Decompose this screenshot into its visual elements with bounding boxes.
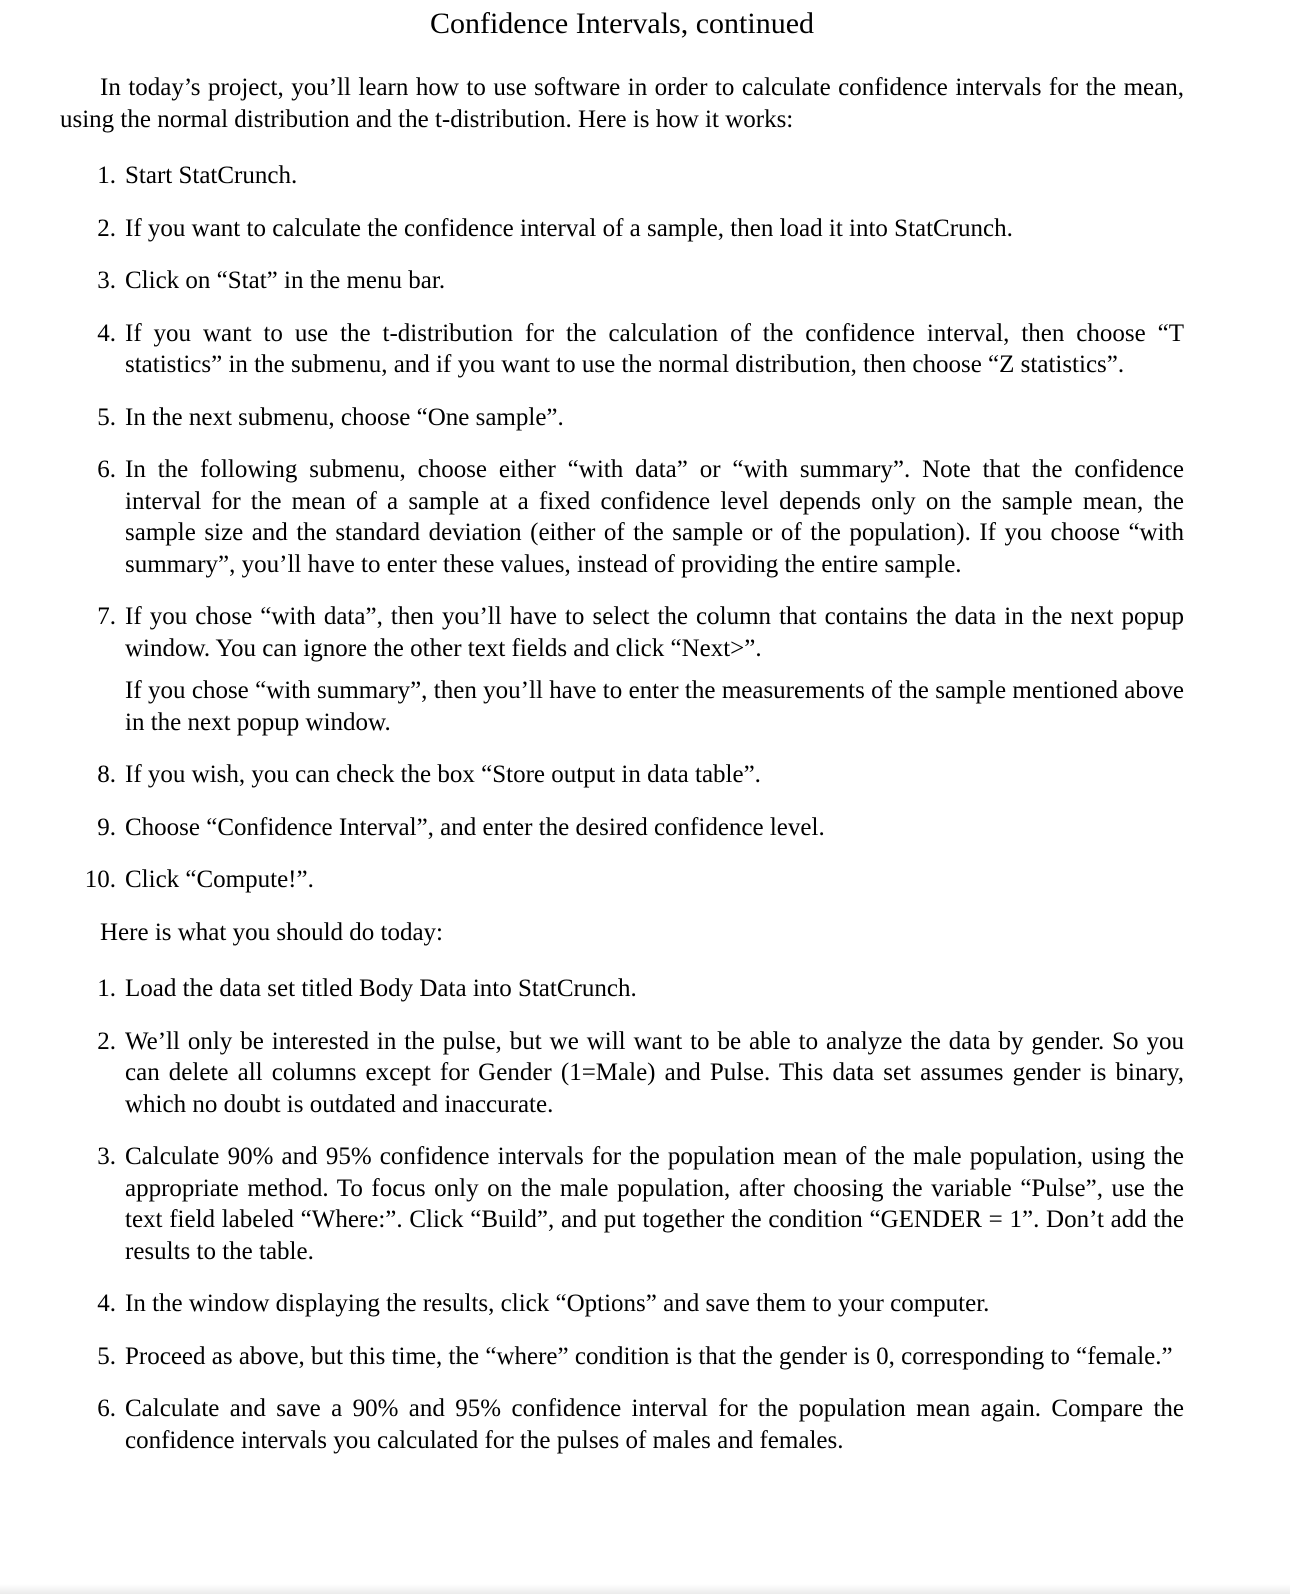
item-number: 10.: [84, 866, 116, 893]
item-text: In the window displaying the results, click “Options” and save them to your computer.: [125, 1290, 990, 1317]
list-item: [60, 402, 1184, 434]
today-heading: Here is what you should do today:: [100, 918, 444, 946]
list-item: [60, 213, 1184, 245]
item-number: 3.: [97, 1143, 116, 1170]
item-number: 8.: [97, 761, 116, 788]
item-number: 6.: [97, 1395, 116, 1422]
item-number: 6.: [97, 456, 116, 483]
item-text: Click on “Stat” in the menu bar.: [125, 267, 446, 294]
item-text: Proceed as above, but this time, the “where” condition is that the gender is 0, corresponding to “female.”: [125, 1342, 1173, 1370]
list-item: [60, 601, 1184, 738]
item-number: 1.: [97, 975, 116, 1002]
item-number: 5.: [97, 403, 116, 431]
item-number: 7.: [97, 603, 116, 630]
item-text-continued: If you chose “with summary”, then you’ll have to enter the measurements of the sample mentioned above in the next popup window.: [125, 677, 1184, 736]
list-item: [60, 973, 1184, 1005]
item-number: 4.: [97, 319, 116, 347]
list-item: [60, 318, 1184, 381]
list-item: [60, 1393, 1184, 1456]
item-text: If you want to use the t-distribution for the calculation of the confidence interval, then choose “T statistics” in the submenu, and if you want to use the normal distribution, then choose “Z statistics”.: [125, 319, 1184, 378]
item-text: If you chose “with data”, then you’ll have to select the column that contains the data in the next popup window. You can ignore the other text fields and click “Next>”.: [125, 603, 1184, 662]
list-item: [60, 1288, 1184, 1320]
item-text: Calculate and save a 90% and 95% confidence interval for the population mean again. Compare the confidence intervals you calculated for the pulses of males and females.: [125, 1395, 1184, 1454]
list-item: [60, 1026, 1184, 1121]
item-text: In the following submenu, choose either “with data” or “with summary”. Note that the confidence interval for the mean of a sample at a fixed confidence level depends only on the sample mean, the sample size and the standard deviation (either of the sample or of the population). If you choose “with summary”, you’ll have to enter these values, instead of providing the entire sample.: [125, 456, 1184, 578]
item-text: Load the data set titled Body Data into StatCrunch.: [125, 975, 637, 1002]
list-item: [60, 759, 1184, 791]
item-text: Calculate 90% and 95% confidence intervals for the population mean of the male population, using the appropriate method. To focus only on the male population, after choosing the variable “Pulse”, use the text field labeled “Where:”. Click “Build”, and put together the condition “GENDER = 1”. Don’t add the results to the table.: [125, 1143, 1184, 1265]
item-number: 3.: [97, 267, 116, 294]
page-title: Confidence Intervals, continued: [429, 7, 815, 40]
item-text: If you wish, you can check the box “Store output in data table”.: [125, 761, 761, 788]
list-item: [60, 454, 1184, 580]
bottom-shadow: [0, 1584, 1290, 1594]
intro-paragraph: In today’s project, you’ll learn how to use software in order to calculate confidence intervals for the mean, using the normal distribution and the t-distribution. Here is how it works:: [60, 74, 1184, 133]
tasks-list: [60, 973, 1184, 1456]
item-text: In the next submenu, choose “One sample”.: [125, 403, 564, 431]
item-number: 1.: [97, 162, 116, 189]
document-page: [60, 0, 1184, 1477]
item-number: 4.: [97, 1290, 116, 1317]
list-item: [60, 265, 1184, 297]
item-text: Click “Compute!”.: [125, 866, 314, 893]
item-text: Choose “Confidence Interval”, and enter the desired confidence level.: [125, 813, 825, 841]
item-text: If you want to calculate the confidence interval of a sample, then load it into StatCrunch.: [125, 214, 1013, 242]
list-item: [60, 1341, 1184, 1373]
item-number: 5.: [97, 1342, 116, 1370]
list-item: [60, 812, 1184, 844]
list-item: [60, 864, 1184, 896]
item-text: Start StatCrunch.: [125, 162, 298, 189]
list-item: [60, 160, 1184, 192]
item-number: 2.: [97, 214, 116, 242]
item-number: 9.: [97, 813, 116, 841]
list-item: [60, 1141, 1184, 1267]
instructions-list: [60, 160, 1184, 896]
item-text: We’ll only be interested in the pulse, but we will want to be able to analyze the data by gender. So you can delete all columns except for Gender (1=Male) and Pulse. This data set assumes gender is binary, which no doubt is outdated and inaccurate.: [125, 1027, 1184, 1118]
item-number: 2.: [97, 1027, 116, 1055]
